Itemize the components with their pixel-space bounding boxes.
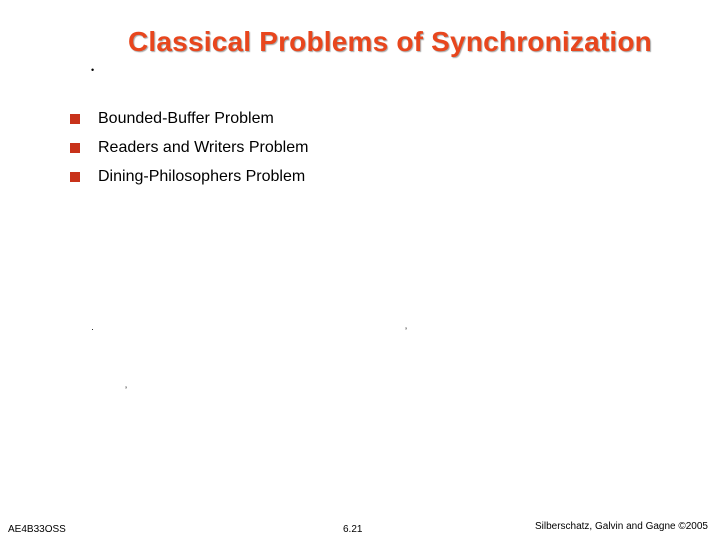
footer-course-code: AE4B33OSS <box>8 524 66 535</box>
bullet-list <box>70 104 308 191</box>
footer-copyright: Silberschatz, Galvin and Gagne ©2005 <box>534 521 708 532</box>
stray-mark: ’ <box>125 385 127 395</box>
bullet-item-dining-philosophers <box>70 162 308 191</box>
slide-title: Classical Problems of Synchronization <box>128 26 652 57</box>
stray-mark: · <box>91 324 94 334</box>
stray-mark: ’ <box>405 326 407 336</box>
stray-mark: • <box>91 65 95 75</box>
square-bullet-icon <box>70 114 80 124</box>
bullet-label: Readers and Writers Problem <box>98 138 309 156</box>
footer-page-number: 6.21 <box>343 524 363 535</box>
square-bullet-icon <box>70 143 80 153</box>
bullet-item-bounded-buffer <box>70 104 308 133</box>
bullet-label: Bounded-Buffer Problem <box>98 109 274 127</box>
square-bullet-icon <box>70 172 80 182</box>
bullet-item-readers-writers <box>70 133 308 162</box>
bullet-label: Dining-Philosophers Problem <box>98 167 306 185</box>
